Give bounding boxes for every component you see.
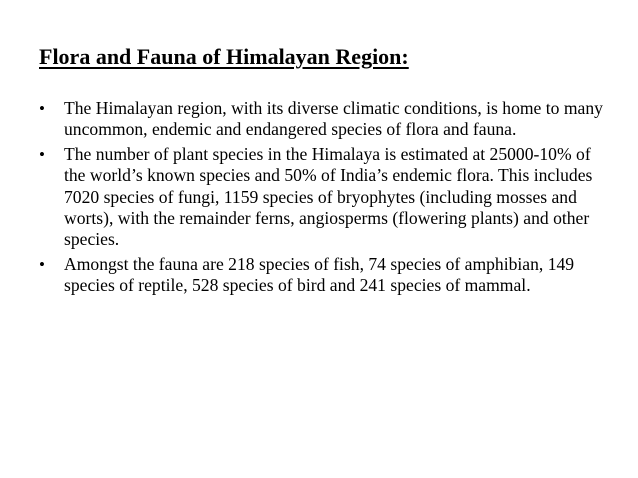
bullet-text: The Himalayan region, with its diverse climatic conditions, is home to many uncommon, endemic and endangered species of flora and fauna. [64, 98, 603, 140]
slide-title: Flora and Fauna of Himalayan Region: [39, 44, 409, 69]
bullet-item [39, 254, 609, 297]
bullet-dot-icon: • [39, 254, 45, 274]
bullet-item [39, 98, 609, 141]
bullet-list [39, 98, 609, 300]
bullet-dot-icon: • [39, 99, 45, 118]
bullet-dot-icon: • [39, 144, 45, 164]
bullet-text: Amongst the fauna are 218 species of fish, 74 species of amphibian, 149 species of reptile, 528 species of bird and 241 species of mammal. [64, 253, 575, 296]
bullet-item [39, 144, 609, 251]
bullet-text: The number of plant species in the Himalaya is estimated at 25000-10% of the world’s known species and 50% of India’s endemic flora. This includes 7020 species of fungi, 1159 species of bryophytes (including mosses and worts), with the remainder ferns, angiosperms (flowering plants) and other species. [64, 143, 593, 250]
